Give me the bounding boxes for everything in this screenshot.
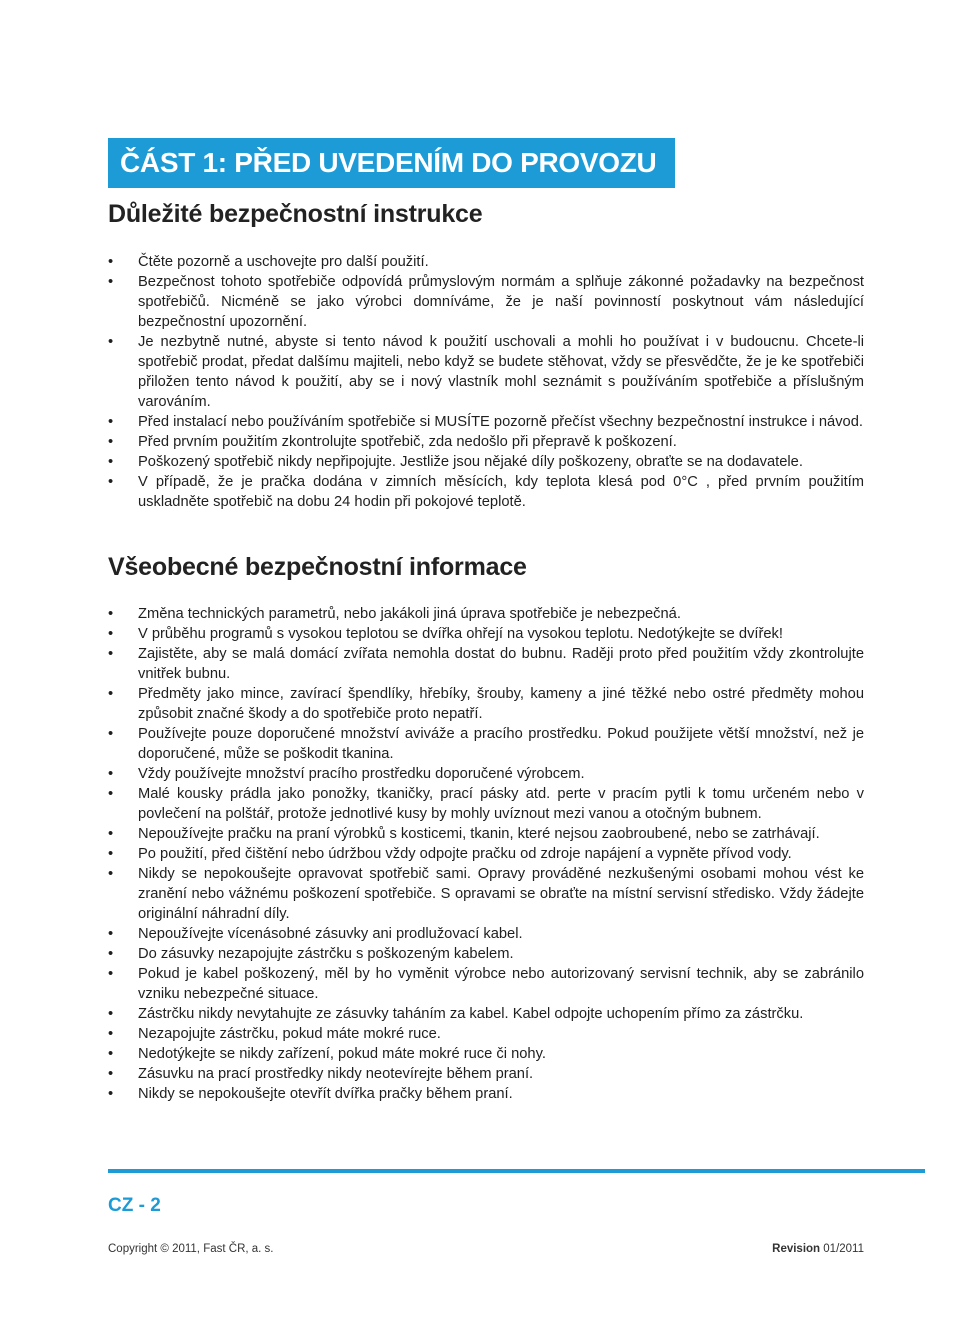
bullet-icon: • (108, 626, 114, 642)
bullet-icon: • (108, 826, 114, 842)
list-item-text: Předměty jako mince, zavírací špendlíky, hřebíky, šrouby, kameny a jiné těžké nebo ostré předměty mohou způsobit značné škody a do spotřebiče proto nepatří. (138, 686, 864, 722)
list-item (108, 412, 864, 432)
list-item-text: Do zásuvky nezapojujte zástrčku s poškozeným kabelem. (138, 946, 514, 962)
list-item (108, 624, 864, 644)
copyright-notice: Copyright © 2011, Fast ČR, a. s. (108, 1243, 274, 1255)
list-item-text: Nikdy se nepokoušejte otevřít dvířka pračky během praní. (138, 1086, 513, 1102)
important-safety-list (108, 252, 864, 512)
footer-divider (108, 1169, 925, 1173)
list-item-text: Nepoužívejte pračku na praní výrobků s kosticemi, tkanin, které nejsou zaobroubené, nebo se zatrhávají. (138, 826, 820, 842)
revision-value: 01/2011 (823, 1243, 864, 1255)
list-item-text: Po použití, před čištění nebo údržbou vždy odpojte pračku od zdroje napájení a vypněte přívod vody. (138, 846, 792, 862)
list-item (108, 1004, 864, 1024)
list-item (108, 644, 864, 684)
list-item-text: Používejte pouze doporučené množství aviváže a pracího prostředku. Pokud použijete větší množství, než je doporučené, může se poškodit tkanina. (138, 726, 864, 762)
list-item-text: Před prvním použitím zkontrolujte spotřebič, zda nedošlo při přepravě k poškození. (138, 434, 677, 450)
list-item-text: Čtěte pozorně a uschovejte pro další použití. (138, 254, 429, 270)
list-item (108, 824, 864, 844)
list-item (108, 472, 864, 512)
list-item-text: Nikdy se nepokoušejte opravovat spotřebič sami. Opravy prováděné nezkušenými osobami mohou vést ke zranění nebo vážnému poškození spotřebiče. S opravami se obraťte na místní servisní středisko. Vždy žádejte originální náhradní díly. (138, 866, 864, 922)
bullet-icon: • (108, 846, 114, 862)
bullet-icon: • (108, 1086, 114, 1102)
list-item-text: Zástrčku nikdy nevytahujte ze zásuvky taháním za kabel. Kabel odpojte uchopením přímo za zástrčku. (138, 1006, 804, 1022)
bullet-icon: • (108, 926, 114, 942)
list-item-text: Nepoužívejte vícenásobné zásuvky ani prodlužovací kabel. (138, 926, 523, 942)
list-item-text: V průběhu programů s vysokou teplotou se dvířka ohřejí na vysokou teplotu. Nedotýkejte se dvířek! (138, 626, 783, 642)
list-item (108, 684, 864, 724)
bullet-icon: • (108, 414, 114, 430)
bullet-icon: • (108, 686, 114, 702)
chapter-title: ČÁST 1: PŘED UVEDENÍM DO PROVOZU (120, 147, 657, 178)
bullet-icon: • (108, 646, 114, 662)
bullet-icon: • (108, 966, 114, 982)
bullet-icon: • (108, 454, 114, 470)
list-item (108, 844, 864, 864)
list-item-text: Vždy používejte množství pracího prostředku doporučené výrobcem. (138, 766, 585, 782)
chapter-banner (108, 138, 675, 188)
bullet-icon: • (108, 866, 114, 882)
bullet-icon: • (108, 766, 114, 782)
general-safety-list (108, 604, 864, 1104)
bullet-icon: • (108, 434, 114, 450)
list-item (108, 964, 864, 1004)
bullet-icon: • (108, 1066, 114, 1082)
revision-label: Revision (772, 1243, 821, 1255)
bullet-icon: • (108, 606, 114, 622)
list-item (108, 432, 864, 452)
bullet-icon: • (108, 274, 114, 290)
bullet-icon: • (108, 1006, 114, 1022)
revision-info (772, 1243, 864, 1255)
list-item-text: Malé kousky prádla jako ponožky, tkaničky, prací pásky atd. perte v pracím pytli k tomu určeném nebo v povlečení na polštář, protože jednotlivé kusy by mohly uvíznout mezi vanou a otočným bubnem. (138, 786, 864, 822)
list-item-text: Pokud je kabel poškozený, měl by ho vyměnit výrobce nebo autorizovaný servisní technik, aby se zabránilo vzniku nebezpečné situace. (138, 966, 864, 1002)
bullet-icon: • (108, 254, 114, 270)
list-item (108, 332, 864, 412)
list-item-text: Zásuvku na prací prostředky nikdy neotevírejte během praní. (138, 1066, 534, 1082)
bullet-icon: • (108, 474, 114, 490)
list-item (108, 724, 864, 764)
list-item (108, 452, 864, 472)
list-item (108, 1084, 864, 1104)
list-item (108, 764, 864, 784)
list-item (108, 604, 864, 624)
section-heading-important-safety: Důležité bezpečnostní instrukce (108, 200, 483, 228)
bullet-icon: • (108, 946, 114, 962)
list-item (108, 1064, 864, 1084)
bullet-icon: • (108, 1026, 114, 1042)
list-item-text: Změna technických parametrů, nebo jakákoli jiná úprava spotřebiče je nebezpečná. (138, 606, 681, 622)
list-item-text: Poškozený spotřebič nikdy nepřipojujte. Jestliže jsou nějaké díly poškozeny, obraťte se na dodavatele. (138, 454, 803, 470)
list-item (108, 784, 864, 824)
bullet-icon: • (108, 334, 114, 350)
list-item (108, 1024, 864, 1044)
section-heading-general-safety: Všeobecné bezpečnostní informace (108, 553, 527, 581)
list-item-text: Zajistěte, aby se malá domácí zvířata nemohla dostat do bubnu. Raději proto před použitím vždy zkontrolujte vnitřek bubnu. (138, 646, 864, 682)
list-item-text: Před instalací nebo používáním spotřebiče si MUSÍTE pozorně přečíst všechny bezpečnostní instrukce i návod. (138, 414, 863, 430)
bullet-icon: • (108, 786, 114, 802)
list-item-text: Nedotýkejte se nikdy zařízení, pokud máte mokré ruce či nohy. (138, 1046, 546, 1062)
list-item (108, 944, 864, 964)
list-item (108, 924, 864, 944)
list-item (108, 1044, 864, 1064)
list-item (108, 864, 864, 924)
bullet-icon: • (108, 726, 114, 742)
list-item-text: Nezapojujte zástrčku, pokud máte mokré ruce. (138, 1026, 441, 1042)
list-item (108, 272, 864, 332)
list-item-text: V případě, že je pračka dodána v zimních měsících, kdy teplota klesá pod 0°C , před prvním použitím uskladněte spotřebič na dobu 24 hodin při pokojové teplotě. (138, 474, 864, 510)
list-item (108, 252, 864, 272)
list-item-text: Je nezbytně nutné, abyste si tento návod k použití uschovali a mohli ho používat i v budoucnu. Chcete-li spotřebič prodat, předat dalšímu majiteli, nebo když se budete stěhovat, vždy se přesvědčte, že je ke spotřebiči přiložen tento návod k použití, aby se i nový vlastník mohl seznámit s používáním spotřebiče a příslušným varováním. (138, 334, 864, 410)
page-number: CZ - 2 (108, 1195, 161, 1216)
bullet-icon: • (108, 1046, 114, 1062)
list-item-text: Bezpečnost tohoto spotřebiče odpovídá průmyslovým normám a splňuje zákonné požadavky na bezpečnost spotřebičů. Nicméně se jako výrobci domníváme, že je naší povinností poskytnout vám následující bezpečnostní upozornění. (138, 274, 864, 330)
